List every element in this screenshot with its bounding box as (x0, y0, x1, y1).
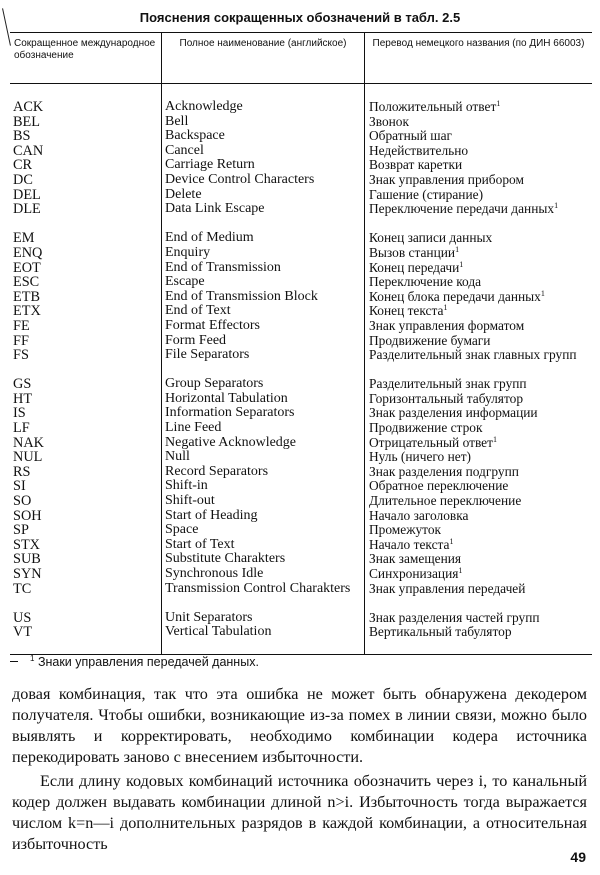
translation-text: Синхронизация (369, 566, 459, 581)
cell-translation (369, 494, 592, 509)
cell-translation (369, 625, 592, 640)
translation-text: Обратный шаг (369, 128, 453, 144)
footnote-ref: 1 (458, 566, 463, 575)
footnote-rule (10, 661, 18, 662)
cell-abbreviation: US (13, 609, 32, 626)
cell-translation (369, 421, 592, 436)
cell-translation (369, 567, 592, 582)
cell-translation (369, 261, 592, 276)
cell-full-name: End of Transmission (165, 259, 281, 275)
cell-full-name: Escape (165, 274, 205, 290)
translation-text: Начало текста (369, 536, 450, 552)
cell-abbreviation: TC (13, 580, 32, 597)
cell-translation (369, 231, 592, 246)
cell-translation (369, 406, 592, 421)
footnote-ref: 1 (492, 434, 497, 444)
translation-text: Знак управления форматом (369, 317, 525, 333)
cell-full-name: Space (165, 522, 199, 538)
translation-text: Вертикальный табулятор (369, 624, 512, 640)
cell-translation (369, 348, 584, 377)
footnote-ref: 1 (540, 288, 545, 298)
cell-translation (369, 188, 592, 203)
cell-full-name: Start of Heading (165, 507, 258, 523)
cell-translation (369, 392, 592, 407)
cell-full-name: End of Transmission Block (165, 288, 318, 304)
cell-full-name: Horizontal Tabulation (165, 390, 288, 406)
footnote-text: Знаки управления передачей данных. (37, 655, 259, 669)
cell-abbreviation: VT (13, 624, 33, 641)
cell-full-name: Transmission Control Charakters (165, 580, 351, 596)
footnote-marker: 1 (30, 654, 35, 663)
cell-translation (369, 202, 584, 231)
cell-abbreviation: SI (13, 478, 26, 495)
cell-full-name: Format Effectors (165, 317, 260, 333)
cell-translation (369, 158, 592, 173)
header-abbreviation: Сокращенное международное обозначение (10, 33, 162, 83)
cell-translation (369, 290, 592, 305)
cell-full-name: Form Feed (165, 332, 227, 348)
footnote (30, 655, 590, 669)
cell-translation (369, 115, 592, 130)
translation-text: Конец передачи (369, 259, 460, 275)
translation-text: Обратное переключение (369, 478, 509, 494)
translation-text: Звонок (369, 113, 410, 129)
cell-full-name: Enquiry (165, 244, 211, 260)
cell-abbreviation: FS (13, 347, 29, 364)
cell-full-name: Substitute Charakters (165, 551, 286, 567)
cell-abbreviation: LF (13, 420, 30, 437)
translation-text: Недействительно (369, 142, 469, 158)
cell-abbreviation: SUB (13, 551, 41, 568)
translation-text: Знак управления прибором (369, 171, 524, 187)
cell-translation (369, 523, 592, 538)
translation-text: Промежуток (369, 522, 442, 538)
cell-full-name: File Separators (165, 347, 250, 363)
cell-translation (369, 465, 592, 480)
cell-full-name: Acknowledge (165, 99, 243, 114)
cell-abbreviation: BEL (13, 113, 41, 130)
header-translation: Перевод немецкого названия (по ДИН 66003) (372, 38, 585, 49)
translation-text: Начало заголовка (369, 507, 469, 523)
cell-abbreviation: SP (13, 522, 29, 539)
paragraph: Если длину кодовых комбинаций источника обозначить через i, то канальный кодер должен выдавать комбинации длиной n>i. Избыточность тогда выражается числом k=n—i дополнительных разрядов в каждой комбинации, а относительная избыточность (12, 772, 587, 853)
cell-full-name: Cancel (165, 142, 204, 158)
cell-abbreviation: SYN (13, 566, 42, 582)
translation-text: Разделительный знак главных групп (369, 347, 577, 363)
translation-text: Продвижение бумаги (369, 332, 491, 348)
cell-translation (369, 377, 592, 392)
cell-abbreviation: NAK (13, 434, 44, 451)
cell-translation (369, 611, 592, 626)
cell-translation (369, 275, 592, 290)
cell-abbreviation: FE (13, 317, 30, 334)
cell-full-name: Null (165, 449, 190, 465)
translation-text: Знак разделения информации (369, 405, 538, 421)
table-body (10, 84, 592, 655)
cell-abbreviation: HT (13, 390, 33, 407)
cell-translation (369, 436, 592, 451)
cell-abbreviation: BS (13, 128, 31, 145)
cell-translation (369, 144, 592, 159)
cell-translation (369, 319, 592, 334)
translation-text: Вызов станции (369, 244, 456, 260)
cell-abbreviation: DC (13, 171, 33, 188)
cell-abbreviation: DEL (13, 186, 41, 203)
cell-abbreviation: ETX (13, 303, 41, 320)
translation-text: Нуль (ничего нет) (369, 449, 472, 465)
cell-full-name: Line Feed (165, 420, 222, 436)
cell-full-name: Backspace (165, 128, 225, 144)
column-full-name (162, 84, 365, 654)
translation-text: Знак управления передачей (369, 580, 526, 596)
paragraph: довая комбинация, так что эта ошибка не может быть обнаружена декодером получателя. Чтобы ошибки, возникающие из-за помех в линии связи, можно было выявлять и корректировать, необходимо комбинации кодера источника перекодировать заново с внесением избыточности. (12, 685, 587, 766)
cell-translation (369, 100, 592, 115)
cell-abbreviation: EM (13, 230, 35, 247)
translation-text: Конец блока передачи данных (369, 288, 541, 304)
cell-translation (369, 129, 592, 144)
cell-abbreviation: DLE (13, 201, 41, 218)
cell-full-name: Device Control Characters (165, 171, 315, 187)
cell-abbreviation: IS (13, 405, 26, 422)
body-text (12, 684, 587, 855)
cell-abbreviation: ESC (13, 274, 40, 291)
translation-text: Переключение передачи данных (369, 201, 555, 217)
translation-text: Горизонтальный табулятор (369, 390, 524, 406)
translation-text: Конец текста (369, 303, 444, 319)
cell-translation (369, 479, 592, 494)
translation-text: Знак разделения подгрупп (369, 463, 519, 479)
cell-abbreviation: SO (13, 493, 32, 510)
cell-translation (369, 173, 592, 188)
translation-text: Знак замещения (369, 551, 462, 567)
cell-full-name: Negative Acknowledge (165, 434, 297, 450)
cell-abbreviation: SOH (13, 507, 42, 524)
footnote-ref: 1 (496, 99, 501, 108)
page-number: 49 (570, 849, 586, 865)
footnote-ref: 1 (443, 303, 448, 313)
table-header (10, 33, 592, 84)
translation-text: Переключение кода (369, 274, 482, 290)
translation-text: Конец записи данных (369, 230, 493, 246)
cell-abbreviation: ACK (13, 99, 44, 115)
footnote-ref: 1 (459, 259, 464, 269)
translation-text: Гашение (стирание) (369, 186, 484, 202)
cell-full-name: Data Link Escape (165, 201, 265, 217)
translation-text: Продвижение строк (369, 420, 483, 436)
cell-full-name: Unit Separators (165, 609, 253, 625)
cell-full-name: Group Separators (165, 376, 264, 392)
cell-translation (369, 450, 592, 465)
cell-full-name: Vertical Tabulation (165, 624, 272, 640)
cell-full-name: Delete (165, 186, 202, 202)
cell-translation (369, 509, 592, 524)
cell-abbreviation: EOT (13, 259, 41, 276)
translation-text: Возврат каретки (369, 157, 463, 173)
translation-text: Положительный ответ (369, 99, 497, 114)
cell-full-name: End of Medium (165, 230, 254, 246)
translation-text: Разделительный знак групп (369, 376, 527, 392)
table-title: Пояснения сокращенных обозначений в табл. 2.5 (139, 10, 461, 25)
cell-abbreviation: GS (13, 376, 32, 393)
cell-abbreviation: ENQ (13, 244, 43, 261)
translation-text: Отрицательный ответ (369, 434, 493, 450)
cell-abbreviation: NUL (13, 449, 43, 466)
footnote-ref: 1 (455, 244, 460, 254)
cell-full-name: Bell (165, 113, 189, 129)
cell-translation (369, 334, 592, 349)
translation-text: Длительное переключение (369, 493, 522, 509)
cell-translation (369, 552, 592, 567)
cell-abbreviation: ETB (13, 288, 41, 305)
cell-full-name: Shift-out (165, 493, 215, 509)
footnote-ref: 1 (449, 536, 454, 546)
column-abbreviation (10, 84, 162, 654)
cell-translation (369, 582, 584, 611)
header-full-name: Полное наименование (английское) (162, 33, 365, 83)
cell-full-name: Record Separators (165, 463, 269, 479)
cell-translation (369, 304, 592, 319)
footnote-ref: 1 (554, 201, 559, 211)
cell-full-name: Shift-in (165, 478, 208, 494)
cell-abbreviation: STX (13, 536, 41, 553)
abbreviations-table (10, 32, 592, 655)
cell-translation (369, 538, 592, 553)
cell-translation (369, 246, 592, 261)
cell-full-name: Carriage Return (165, 157, 255, 173)
cell-full-name: End of Text (165, 303, 231, 319)
translation-text: Знак разделения частей групп (369, 609, 540, 625)
cell-abbreviation: CAN (13, 142, 44, 159)
cell-full-name: Start of Text (165, 536, 235, 552)
column-translation (365, 84, 592, 654)
cell-abbreviation: CR (13, 157, 33, 174)
cell-full-name: Information Separators (165, 405, 295, 421)
cell-abbreviation: RS (13, 463, 31, 480)
cell-abbreviation: FF (13, 332, 29, 349)
cell-full-name: Synchronous Idle (165, 566, 264, 581)
